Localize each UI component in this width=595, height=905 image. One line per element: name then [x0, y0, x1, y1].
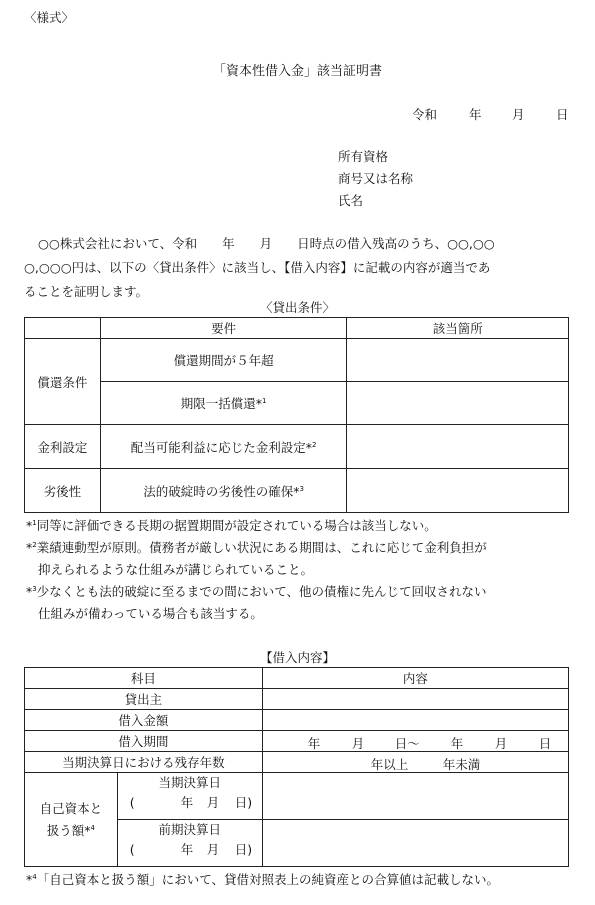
- loan-details-caption: 【借入内容】: [259, 650, 335, 665]
- header-item: 科目: [25, 668, 263, 689]
- table-row: [25, 339, 569, 382]
- body-line-1: ○○株式会社において、令和 年 月 日時点の借入残高のうち、○○,○○: [38, 236, 495, 251]
- table-row: [25, 731, 569, 752]
- label-period: 借入期間: [25, 731, 263, 752]
- note-3: *$^3$少なくとも法的破綻に至るまでの間において、他の債権に先んじて回収されない 仕組みが備わっている場合も該当する。: [26, 584, 487, 621]
- date-year: 年: [469, 107, 482, 122]
- value-remaining-years[interactable]: 年以上 年未満: [262, 752, 568, 773]
- header-empty: [25, 318, 101, 339]
- document-title: 「資本性借入金」該当証明書: [212, 64, 382, 79]
- signer-name: 氏名: [338, 193, 364, 208]
- label-remaining-years: 当期決算日における残存年数: [25, 752, 263, 773]
- date-era: 令和: [412, 107, 438, 122]
- note-2: *$^2$業績連動型が原則。債務者が厳しい状況にある期間は、これに応じて金利負担が 抑えられるような仕組みが講じられていること。: [26, 540, 487, 577]
- applicable-cell[interactable]: [347, 425, 569, 469]
- body-paragraph-cont: [24, 256, 572, 304]
- date-day: 日: [556, 107, 569, 122]
- category-subordination: 劣後性: [25, 469, 101, 513]
- table-row: [25, 382, 569, 425]
- header-applicable: 該当箇所: [347, 318, 569, 339]
- category-repayment: 償還条件: [25, 339, 101, 425]
- value-amount[interactable]: [262, 710, 568, 731]
- requirement-subordination: 法的破綻時の劣後性の確保*$^3$: [100, 469, 347, 513]
- form-label: 〈様式〉: [24, 10, 75, 25]
- table-row: [25, 710, 569, 731]
- note-1: *$^1$同等に評価できる長期の据置期間が設定されている場合は該当しない。: [26, 518, 437, 533]
- category-interest: 金利設定: [25, 425, 101, 469]
- signer-company: 商号又は名称: [338, 171, 414, 186]
- date-month: 月: [512, 107, 525, 122]
- value-lender[interactable]: [262, 689, 568, 710]
- table-row: [25, 425, 569, 469]
- value-previous-fy[interactable]: [262, 820, 568, 867]
- current-fy-cell: 当期決算日 ( 年 月 日): [117, 773, 262, 820]
- applicable-cell[interactable]: [347, 339, 569, 382]
- requirement-bullet-repayment: 期限一括償還*$^1$: [100, 382, 347, 425]
- requirement-repayment-period: 償還期間が５年超: [100, 339, 347, 382]
- table-row: [25, 689, 569, 710]
- value-current-fy[interactable]: [262, 773, 568, 820]
- header-requirement: 要件: [100, 318, 347, 339]
- signer-qualification: 所有資格: [338, 149, 389, 164]
- applicable-cell[interactable]: [347, 382, 569, 425]
- value-period[interactable]: 年 月 日〜 年 月 日: [262, 731, 568, 752]
- loan-conditions-table: [24, 317, 569, 513]
- header-content: 内容: [262, 668, 568, 689]
- table-row: [25, 469, 569, 513]
- table-header-row: [25, 318, 569, 339]
- loan-conditions-caption: 〈貸出条件〉: [259, 300, 335, 315]
- body-line-2: ○,○○○円は、以下の〈貸出条件〉に該当し、【借入内容】に記載の内容が適当であ: [24, 260, 491, 275]
- requirement-interest: 配当可能利益に応じた金利設定*$^2$: [100, 425, 347, 469]
- label-amount: 借入金額: [25, 710, 263, 731]
- table-row: [25, 752, 569, 773]
- label-equity-amount: 自己資本と 扱う額*$^4$: [25, 773, 118, 867]
- table-header-row: [25, 668, 569, 689]
- body-line-3: ることを証明します。: [24, 284, 149, 299]
- note-4: *$^4$「自己資本と扱う額」において、貸借対照表上の純資産との合算値は記載しない。: [26, 872, 499, 887]
- applicable-cell[interactable]: [347, 469, 569, 513]
- previous-fy-cell: 前期決算日 ( 年 月 日): [117, 820, 262, 867]
- body-paragraph: [38, 232, 586, 256]
- table-row: [25, 773, 569, 820]
- label-lender: 貸出主: [25, 689, 263, 710]
- loan-details-table: [24, 667, 569, 867]
